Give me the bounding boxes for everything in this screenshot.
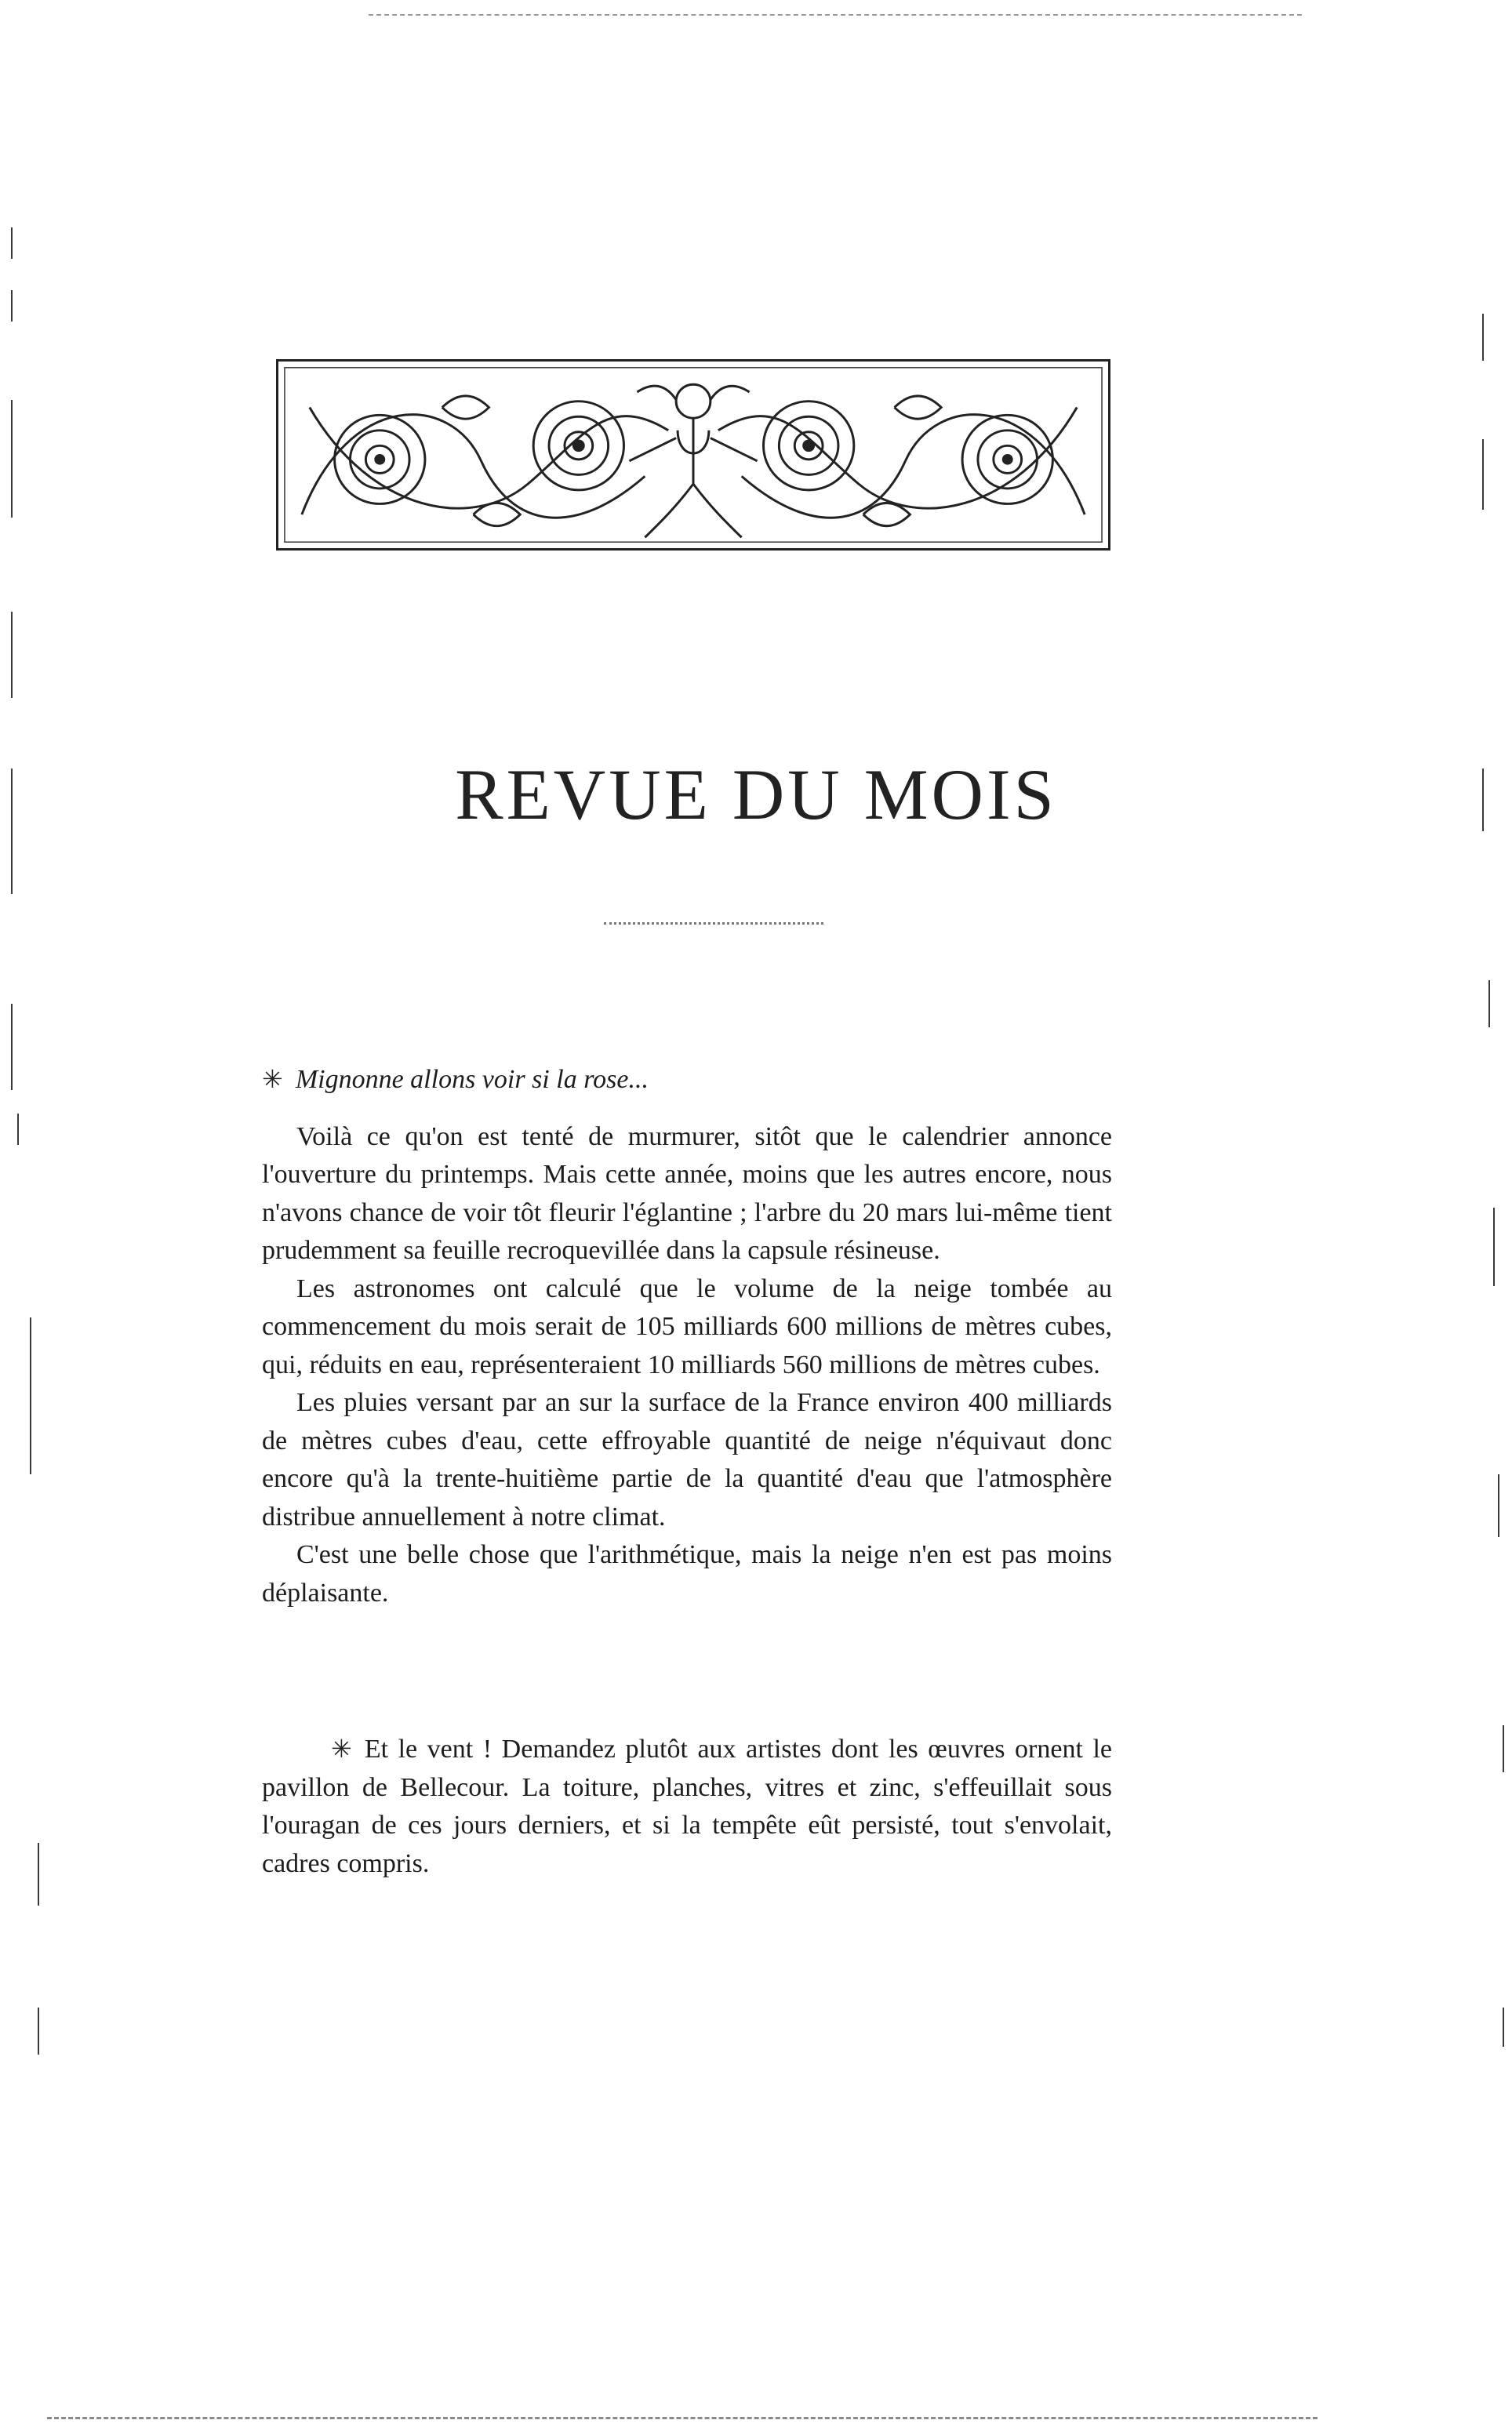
scan-edge-mark — [1482, 314, 1484, 361]
title-divider — [604, 922, 823, 925]
paragraph: Les astronomes ont calculé que le volume de la neige tombée au commencement du mois serait de 105 milliards 600 millions de mètres cubes, qui, réduits en eau, représenteraient 10 milliards 560 millions de mètres cubes. — [262, 1274, 1112, 1379]
ornamental-banner — [276, 359, 1110, 551]
scan-edge-mark — [11, 400, 13, 518]
scan-edge-mark — [11, 290, 13, 322]
scan-edge-mark — [1503, 2008, 1504, 2047]
scan-edge-mark — [1493, 1208, 1495, 1286]
paragraph: Voilà ce qu'on est tenté de murmurer, sitôt que le calendrier annonce l'ouverture du printemps. Mais cette année, moins que les autres encore, nous n'avons chance de voir tôt fleurir l'églantine ; l'arbre du 20 mars lui-même tient prudemment sa feuille recroquevillée dans la capsule résineuse. — [262, 1121, 1112, 1265]
scan-edge-mark — [1482, 439, 1484, 510]
asterism-icon: ✳ — [262, 1065, 283, 1093]
top-scan-rule — [369, 14, 1302, 16]
page-title: REVUE DU MOIS — [455, 754, 1057, 834]
scan-edge-mark — [11, 227, 13, 259]
paragraph: Les pluies versant par an sur la surface de la France environ 400 milliards de mètres cubes d'eau, cette effroyable quantité de neige n'équivaut donc encore qu'à la trente-huitième partie de la quantité d'eau que l'atmosphère distribue annuellement à notre climat. — [262, 1388, 1112, 1532]
scan-edge-mark — [38, 1843, 39, 1906]
article-section — [262, 1730, 1112, 1883]
scan-edge-mark — [1498, 1474, 1499, 1537]
paragraph — [262, 1730, 1112, 1883]
floral-ornament-icon — [278, 362, 1108, 548]
asterism-icon: ✳ — [331, 1735, 352, 1763]
scan-edge-mark — [11, 1004, 13, 1090]
scan-edge-mark — [30, 1317, 31, 1474]
epigraph-text: Mignonne allons voir si la rose... — [295, 1065, 649, 1094]
article-section — [262, 1060, 1112, 1612]
scan-edge-mark — [38, 2008, 39, 2055]
epigraph-line — [262, 1060, 1112, 1099]
paragraph-text: Et le vent ! Demandez plutôt aux artistes dont les œuvres ornent le pavillon de Bellecour. La toiture, planches, vitres et zinc, s'effeuillait sous l'ouragan de ces jours derniers, et si la tempête eût persisté, tout s'envolait, cadres compris. — [262, 1735, 1112, 1878]
scan-edge-mark — [1503, 1725, 1504, 1772]
scan-edge-mark — [11, 612, 13, 698]
bottom-scan-rule — [47, 2417, 1318, 2419]
paragraph: C'est une belle chose que l'arithmétique, mais la neige n'en est pas moins déplaisante. — [262, 1540, 1112, 1608]
scan-edge-mark — [17, 1114, 19, 1145]
scan-edge-mark — [1488, 980, 1490, 1027]
